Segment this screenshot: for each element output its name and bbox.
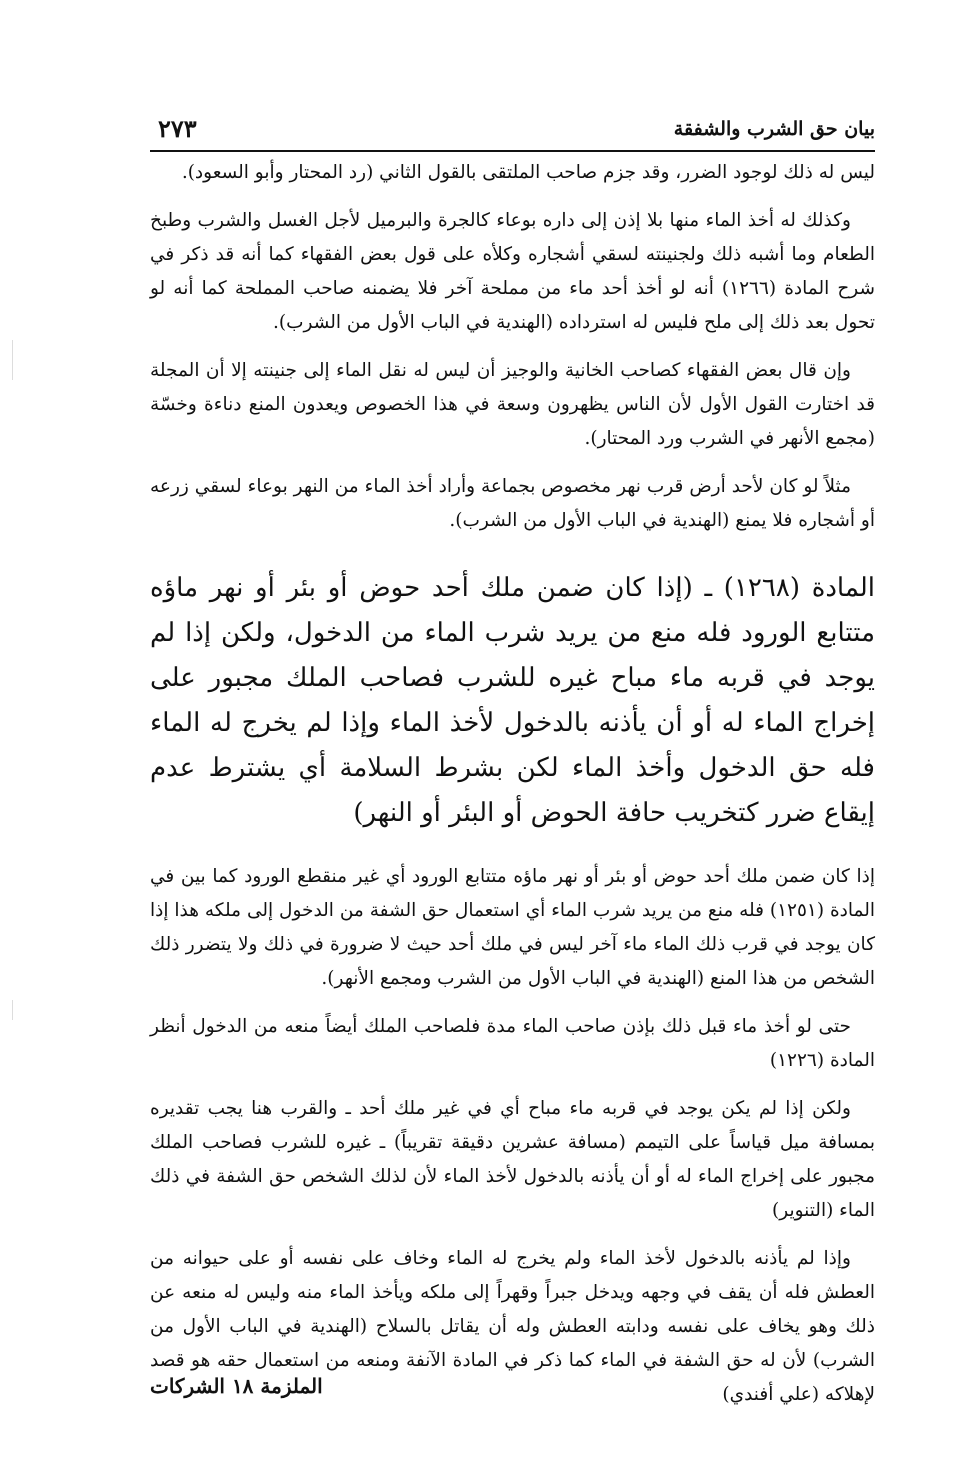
body-text — [150, 156, 875, 1426]
article-text: المادة (١٢٦٨) ـ (إذا كان ضمن ملك أحد حوض أو بئر أو نهر ماؤه متتابع الورود فله منع من يريد شرب الماء من الدخول، ولكن إذا لم يوجد في قربه ماء مباح غيره للشرب فصاحب الملك مجبور على إخراج الماء له أو أن يأذنه بالدخول لأخذ الماء وإذا لم يخرج له الماء فله حق الدخول وأخذ الماء لكن بشرط السلامة أي يشترط عدم إيقاع ضرر كتخريب حافة الحوض أو البئر أو النهر) — [150, 573, 875, 828]
commentary-paragraph: إذا كان ضمن ملك أحد حوض أو بئر أو نهر ماؤه متتابع الورود أي غير منقطع الورود كما بين في المادة (١٢٥١) فله منع من يريد شرب الماء أي استعمال حق الشفة من الدخول إلى ملكه هذا إذا كان يوجد في قرب ذلك الماء ماء آخر ليس في ملك أحد حيث لا ضرورة في ذلك ولا يتضرر ذلك الشخص من هذا المنع (الهندية في الباب الأول من الشرب ومجمع الأنهر). — [150, 866, 876, 989]
paragraph: ليس له ذلك لوجود الضرر، وقد جزم صاحب الملتقى بالقول الثاني (رد المحتار وأبو السعود). — [181, 162, 875, 183]
commentary-paragraph: وإذا لم يأذنه بالدخول لأخذ الماء ولم يخرج له الماء وخاف على نفسه أو على حيوانه من العطش فله أن يقف في وجهه ويدخل جبراً وقهراً إلى ملكه ويأخذ الماء منه وليس له منعه عن ذلك وهو يخاف على نفسه ودابته العطش وله أن يقاتل بالسلاح (الهندية في الباب الأول من الشرب) لأن له حق الشفة في الماء كما ذكر في المادة الآنفة ومنعه من استعمال حقه هو قصد لإهلاكه (علي أفندي) — [150, 1248, 875, 1405]
commentary-paragraph: حتى لو أخذ ماء قبل ذلك بإذن صاحب الماء مدة فلصاحب الملك أيضاً منعه من الدخول أنظر المادة (١٢٢٦) — [150, 1016, 875, 1071]
page-header — [150, 112, 875, 148]
running-title: بيان حق الشرب والشفقة — [673, 118, 875, 140]
commentary-paragraph: ولكن إذا لم يكن يوجد في قربه ماء مباح أي في غير ملك أحد ـ والقرب هنا يجب تقديره بمسافة ميل قياساً على التيمم (مسافة عشرين دقيقة تقريباً) ـ غيره للشرب فصاحب الملك مجبور على إخراج الماء له أو أن يأذنه بالدخول لأخذ الماء لأن لذلك الشخص حق الشفة في ذلك الماء (التنوير) — [150, 1098, 875, 1221]
scan-edge-mark — [12, 340, 13, 380]
page-number: ٢٧٣ — [158, 114, 197, 143]
scan-edge-mark — [12, 1000, 13, 1020]
paragraph: وإن قال بعض الفقهاء كصاحب الخانية والوجيز أن ليس له نقل الماء إلى جنينته إلا أن المجلة قد اختارت القول الأول لأن الناس يظهرون وسعة في هذا الخصوص ويعدون المنع دناءة وخسّة (مجمع الأنهر في الشرب ورد المحتار). — [150, 360, 875, 449]
page-footer — [150, 1374, 875, 1404]
paragraph: وكذلك له أخذ الماء منها بلا إذن إلى داره بوعاء كالجرة والبرميل لأجل الغسل والشرب وطبخ الطعام وما أشبه ذلك ولجنينته لسقي أشجاره وكلأه على قول بعض الفقهاء كما أنه قد ذكر في شرح المادة (١٢٦٦) أنه لو أخذ أحد ماء من مملحة آخر فلا يضمنه صاحب المملحة كما أنه لو تحول بعد ذلك إلى ملح فليس له استرداده (الهندية في الباب الأول من الشرب). — [150, 210, 876, 333]
signature-mark: الملزمة ١٨ الشركات — [150, 1374, 323, 1398]
header-rule — [150, 150, 875, 152]
paragraph: مثلاً لو كان لأحد أرض قرب نهر مخصوص بجماعة وأراد أخذ الماء من النهر بوعاء لسقي زرعه أو أشجاره فلا يمنع (الهندية في الباب الأول من الشرب). — [150, 476, 875, 531]
